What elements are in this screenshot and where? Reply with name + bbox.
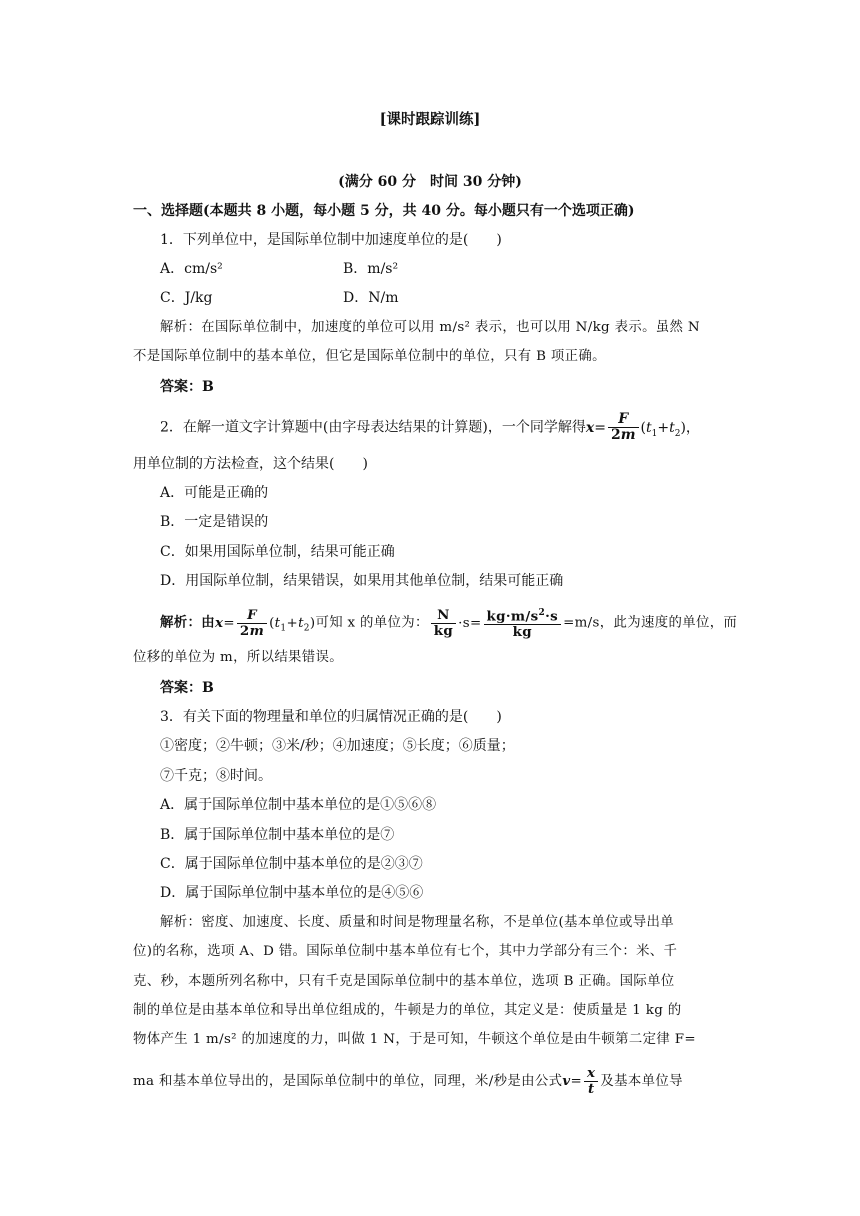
- question-3-option-d: D．属于国际单位制中基本单位的是④⑤⑥: [160, 885, 424, 901]
- formula-x-expression: x= $\frac{F}{2m}$ $(t_1+t_2)$，: [585, 411, 700, 443]
- question-1-option-d: D．N/m: [343, 290, 399, 306]
- page-title: [课时跟踪训练]: [379, 111, 481, 128]
- question-3-explanation-line: 解析：密度、加速度、长度、质量和时间是物理量名称，不是单位(基本单位或导出单: [160, 915, 674, 930]
- question-3-explanation-line: 位)的名称，选项 A、D 错。国际单位制中基本单位有七个，其中力学部分有三个：米、千: [133, 944, 678, 959]
- question-2-option-c: C．如果用国际单位制，结果可能正确: [160, 544, 395, 560]
- question-3-option-a: A．属于国际单位制中基本单位的是①⑤⑥⑧: [160, 797, 437, 813]
- question-2-option-d: D．用国际单位制，结果错误，如果用其他单位制，结果可能正确: [160, 573, 564, 589]
- question-2-explanation-line: 解析：由x= $\frac{F}{2m}$ $(t_1+t_2)$可知 x 的单位为： $\frac{N}{kg}$ ·s= $\frac{kg\cdot m/s^2\cdot s}{kg}$ =m/s，此为速度的单位，而: [160, 606, 738, 641]
- question-1-explanation-line: 解析：在国际单位制中，加速度的单位可以用 m/s² 表示，也可以用 N/kg 表示。虽然 N: [160, 320, 700, 335]
- exam-info: (满分 60 分 时间 30 分钟): [338, 174, 522, 190]
- question-2-stem-continued: 用单位制的方法检查，这个结果( ): [133, 456, 368, 472]
- question-3-explanation-line: 物体产生 1 m/s² 的加速度的力，叫做 1 N，于是可知，牛顿这个单位是由牛顿第二定律 F=: [133, 1032, 696, 1047]
- question-3-explanation-line: 克、秒，本题所列名称中，只有千克是国际单位制中的基本单位，选项 B 正确。国际单位: [133, 974, 675, 989]
- question-1-answer: 答案：B: [160, 379, 214, 395]
- question-1-stem: 1．下列单位中，是国际单位制中加速度单位的是( ): [160, 232, 502, 248]
- question-1-option-a: A．cm/s²: [160, 261, 223, 277]
- question-1-explanation-line: 不是国际单位制中的基本单位，但它是国际单位制中的单位，只有 B 项正确。: [133, 349, 606, 364]
- question-1-option-b: B．m/s²: [343, 261, 399, 277]
- question-2-answer: 答案：B: [160, 680, 214, 696]
- question-3-list: ①密度；②牛顿；③米/秒；④加速度；⑤长度；⑥质量；: [160, 738, 515, 754]
- question-2-stem: 2．在解一道文字计算题中(由字母表达结果的计算题)，一个同学解得x= $\frac{F}{2m}$ $(t_1+t_2)$，: [160, 411, 700, 443]
- question-2-option-b: B．一定是错误的: [160, 514, 269, 530]
- question-1-option-c: C．J/kg: [160, 290, 213, 306]
- formula-velocity: v= $\frac{x}{t}$: [562, 1074, 600, 1089]
- question-3-list: ⑦千克；⑧时间。: [160, 768, 272, 784]
- formula-unit-derivation: $\frac{N}{kg}$ ·s= $\frac{kg\cdot m/s^2\cdot s}{kg}$: [429, 616, 563, 631]
- section-heading: 一、选择题(本题共 8 小题，每小题 5 分，共 40 分。每小题只有一个选项正确): [133, 203, 635, 219]
- question-3-option-b: B．属于国际单位制中基本单位的是⑦: [160, 827, 395, 843]
- question-3-stem: 3．有关下面的物理量和单位的归属情况正确的是( ): [160, 709, 502, 725]
- question-2-explanation-line: 位移的单位为 m，所以结果错误。: [133, 650, 344, 665]
- question-3-explanation-line: ma 和基本单位导出的，是国际单位制中的单位，同理，米/秒是由公式v= $\frac{x}{t}$ 及基本单位导: [133, 1065, 683, 1097]
- formula-x-expression: x= $\frac{F}{2m}$ $(t_1+t_2)$: [214, 606, 316, 639]
- question-2-option-a: A．可能是正确的: [160, 485, 269, 501]
- question-3-option-c: C．属于国际单位制中基本单位的是②③⑦: [160, 856, 423, 872]
- question-3-explanation-line: 制的单位是由基本单位和导出单位组成的，牛顿是力的单位，其定义是：使质量是 1 kg 的: [133, 1003, 682, 1018]
